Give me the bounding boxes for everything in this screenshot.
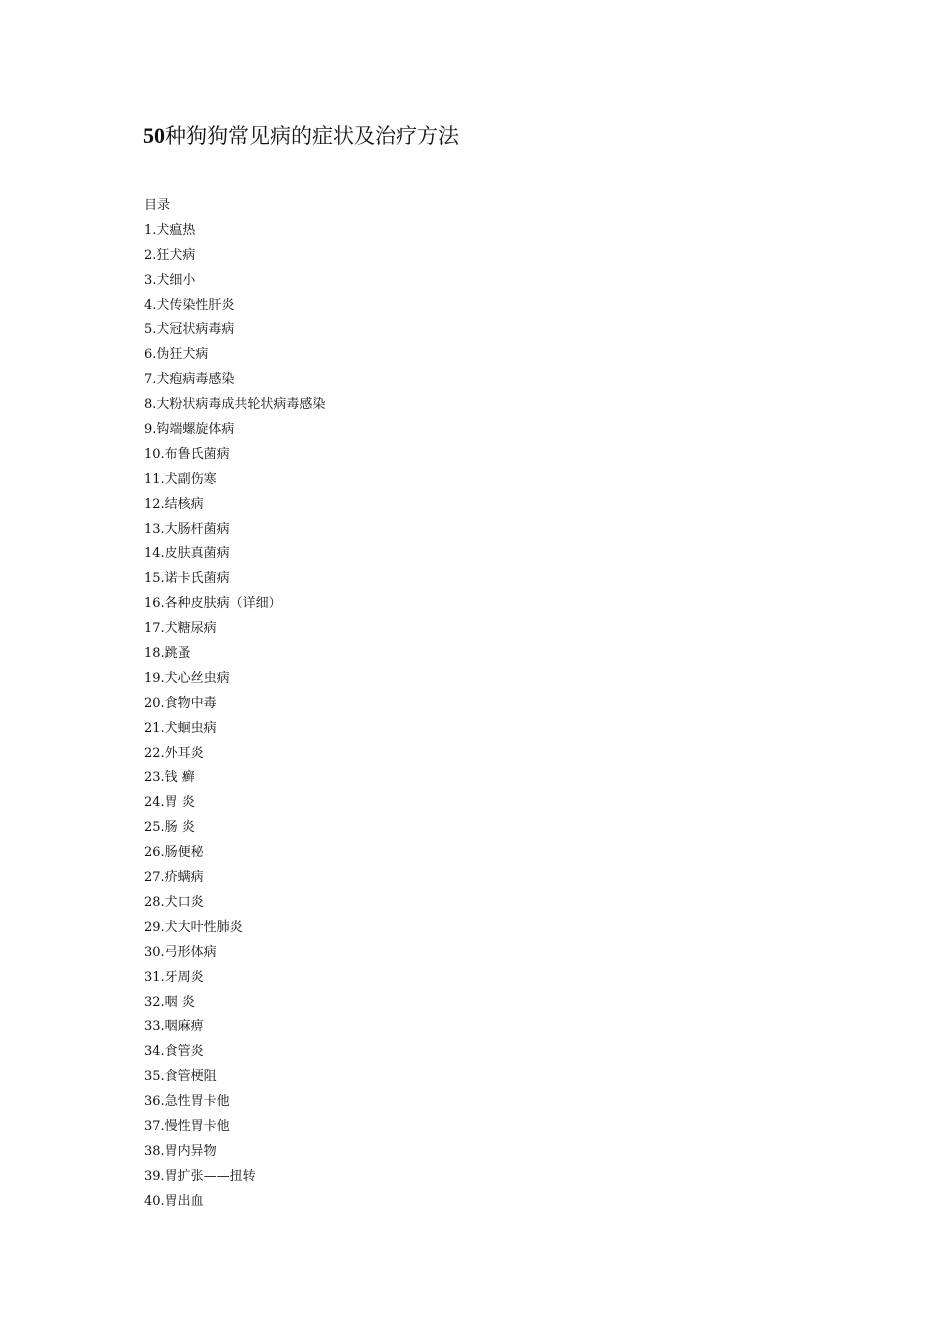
toc-item: 15.诺卡氏菌病 — [144, 571, 230, 587]
toc-item: 21.犬蛔虫病 — [144, 720, 217, 736]
toc-item: 23.钱 癣 — [144, 770, 195, 786]
toc-item: 20.食物中毒 — [144, 695, 217, 711]
toc-item: 34.食管炎 — [144, 1044, 204, 1060]
document-title — [143, 120, 459, 152]
toc-item: 11.犬副伤寒 — [144, 471, 217, 487]
toc-item: 24.胃 炎 — [144, 795, 195, 811]
title-text: 种狗狗常见病的症状及治疗方法 — [165, 124, 459, 148]
toc-item: 36.急性胃卡他 — [144, 1094, 230, 1110]
toc-item: 22.外耳炎 — [144, 745, 204, 761]
toc-item: 38.胃内异物 — [144, 1143, 217, 1159]
toc-item: 2.狂犬病 — [144, 247, 196, 263]
toc-item: 35.食管梗阻 — [144, 1069, 217, 1085]
toc-item: 5.犬冠状病毒病 — [144, 322, 235, 338]
toc-item: 26.肠便秘 — [144, 845, 204, 861]
toc-item: 28.犬口炎 — [144, 894, 204, 910]
toc-item: 29.犬大叶性肺炎 — [144, 919, 243, 935]
toc-item: 19.犬心丝虫病 — [144, 670, 230, 686]
toc-item: 3.犬细小 — [144, 272, 196, 288]
toc-item: 27.疥螨病 — [144, 870, 204, 886]
toc-item: 40.胃出血 — [144, 1193, 204, 1209]
toc-item: 32.咽 炎 — [144, 994, 195, 1010]
toc-item: 31.牙周炎 — [144, 969, 204, 985]
toc-item: 8.大粉状病毒成共轮状病毒感染 — [144, 397, 326, 413]
title-number: 50 — [143, 123, 165, 148]
toc-item: 33.咽麻痹 — [144, 1019, 204, 1035]
toc-item: 14.皮肤真菌病 — [144, 546, 230, 562]
toc-item: 39.胃扩张——扭转 — [144, 1168, 256, 1184]
toc-heading: 目录 — [144, 198, 171, 213]
toc-item: 25.肠 炎 — [144, 820, 195, 836]
toc-item: 16.各种皮肤病（详细） — [144, 596, 282, 612]
toc-item: 13.大肠杆菌病 — [144, 521, 230, 537]
toc-item: 12.结核病 — [144, 496, 204, 512]
toc-item: 7.犬疱病毒感染 — [144, 372, 235, 388]
toc-item: 6.伪狂犬病 — [144, 347, 209, 363]
toc-item: 4.犬传染性肝炎 — [144, 297, 235, 313]
toc-item: 30.弓形体病 — [144, 944, 217, 960]
toc-item: 1.犬瘟热 — [144, 222, 196, 238]
toc-item: 10.布鲁氏菌病 — [144, 446, 230, 462]
toc-list — [144, 219, 325, 1215]
toc-item: 9.钩端螺旋体病 — [144, 422, 235, 438]
toc-item: 37.慢性胃卡他 — [144, 1118, 230, 1134]
toc-item: 17.犬糖尿病 — [144, 621, 217, 637]
table-of-contents — [144, 194, 325, 1215]
toc-item: 18.跳蚤 — [144, 646, 191, 662]
